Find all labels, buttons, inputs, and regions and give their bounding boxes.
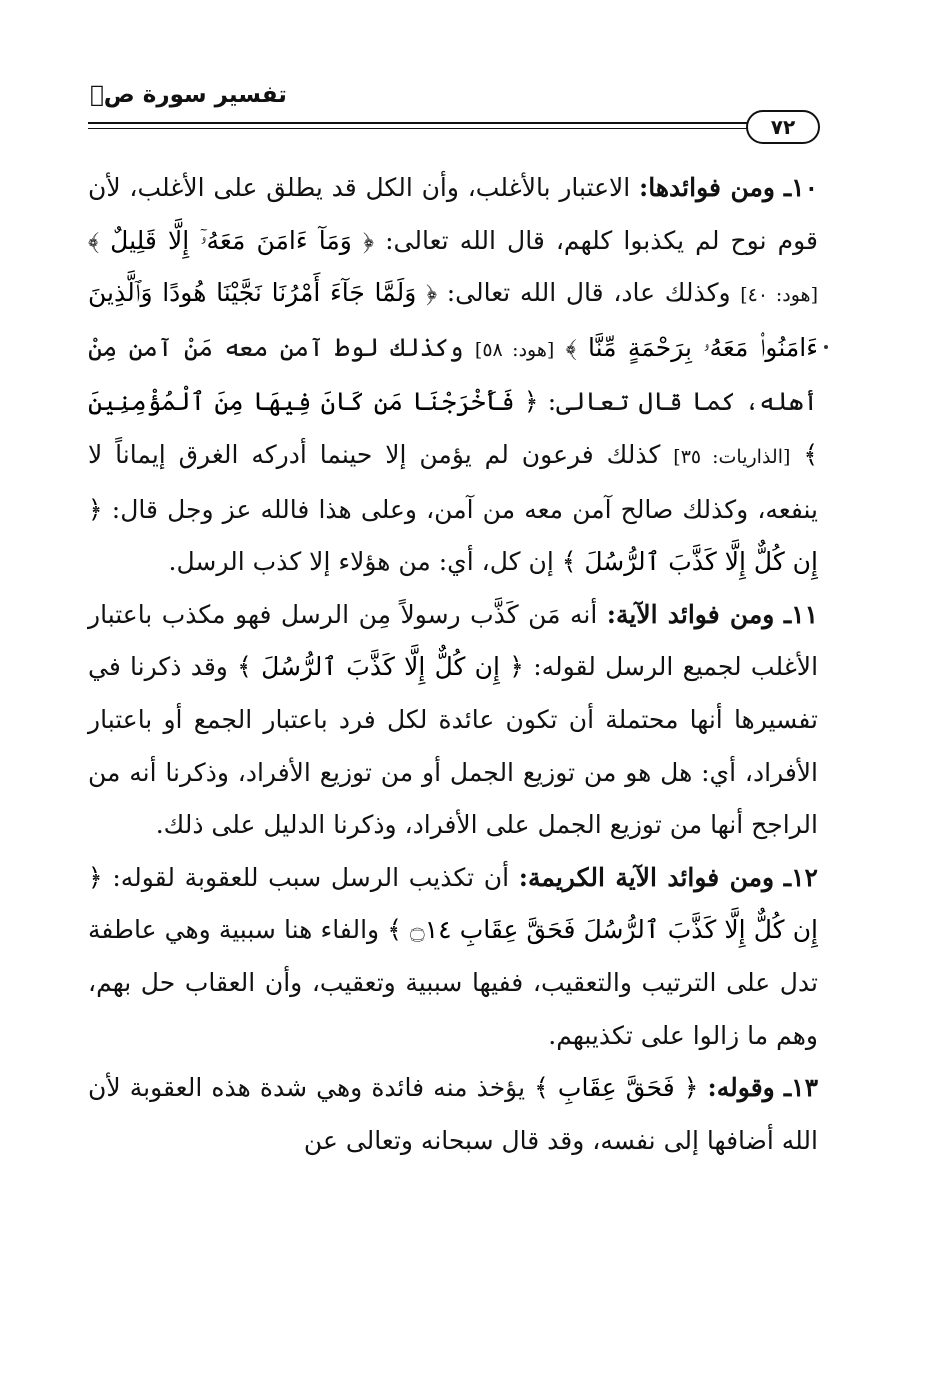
quran-quote: ﴿ إِن كُلٌّ إِلَّا كَذَّبَ ٱلرُّسُلَ فَحَقَّ عِقَابِ ۝١٤ ﴾ xyxy=(88,862,818,945)
benefit-paragraph-11 xyxy=(88,589,818,852)
quran-quote: ﴿ وَمَآ ءَامَنَ مَعَهُۥٓ إِلَّا قَلِيلٌ ﴾ xyxy=(88,225,374,255)
paragraph-text: أن تكذيب الرسل سبب للعقوبة لقوله: xyxy=(112,862,510,892)
verse-reference: [هود: ٥٨] xyxy=(474,338,555,361)
running-title: تفسير سورة صۤ xyxy=(90,82,287,108)
paragraph-lead: ومن فوائدها: xyxy=(639,173,776,202)
paragraph-text: أنه مَن كَذَّب رسولاً مِن الرسل فهو مكذب باعتبار الأغلب لجميع الرسل لقوله: xyxy=(88,599,819,682)
quran-quote: ﴿ فَحَقَّ عِقَابِ ﴾ xyxy=(534,1073,699,1103)
quran-quote: ﴿ وَلَمَّا جَآءَ أَمْرُنَا نَجَّيْنَا هُودًا وَٱلَّذِينَ ءَامَنُوا۟ مَعَهُۥ بِرَحْمَةٍ مِّنَّا ﴾ xyxy=(88,278,818,362)
paragraph-text: الاعتبار بالأغلب، وأن الكل قد يطلق على الأغلب، لأن قوم نوح لم يكذبوا كلهم، قال الله تعالى: xyxy=(88,173,818,255)
paragraph-number: ١٣ـ xyxy=(783,1073,819,1103)
benefit-paragraph-12 xyxy=(88,852,818,1062)
verse-reference: [هود: ٤٠] xyxy=(740,284,818,307)
paragraph-lead: ومن فوائد الآية: xyxy=(606,599,775,629)
verse-reference: [الذاريات: ٣٥] xyxy=(673,445,791,468)
page-body xyxy=(88,162,818,1167)
benefit-paragraph-13 xyxy=(88,1062,818,1167)
header-rule-thin xyxy=(88,128,748,129)
paragraph-number: ١١ـ xyxy=(783,599,819,629)
paragraph-text: يؤخذ منه فائدة وهي شدة هذه العقوبة لأن الله أضافها إلى نفسه، وقد قال سبحانه وتعالى عن xyxy=(88,1073,818,1155)
paragraph-lead: وقوله: xyxy=(707,1073,775,1103)
benefit-paragraph-10 xyxy=(88,162,818,589)
paragraph-number: ١٠ـ xyxy=(783,173,818,202)
paragraph-lead: ومن فوائد الآية الكريمة: xyxy=(518,862,775,892)
paragraph-text: وكذلك عاد، قال الله تعالى: xyxy=(446,278,731,308)
quran-quote: ﴿ فَأَخْرَجْنَا مَن كَانَ فِيهَا مِنَ ٱلْمُؤْمِنِينَ ﴾ xyxy=(88,387,818,469)
header-rule-thick xyxy=(88,122,748,124)
paragraph-text: والفاء هنا سببية وهي عاطفة تدل على الترتيب والتعقيب، ففيها سببية وتعقيب، وأن العقاب حل بهم، وهم ما زالوا على تكذيبهم. xyxy=(88,915,818,1050)
paragraph-text: وقد ذكرنا في تفسيرها أنها محتملة أن تكون عائدة لكل فرد باعتبار الجمع أو باعتبار الأفراد، أي: هل هو من توزيع الجمل أو من توزيع الأفراد، وذكرنا أنه من الراجح أنها من توزيع الجمل على الأفراد، وذكرنا الدليل على ذلك. xyxy=(88,652,818,840)
paragraph-number: ١٢ـ xyxy=(783,862,818,892)
paragraph-text: وكذلك لوط آمن معه مَنْ آمن مِنْ أهله، كما قال تعالى: xyxy=(88,332,818,417)
paragraph-text: إن كل، أي: من هؤلاء إلا كذب الرسل. xyxy=(168,547,554,577)
margin-dot xyxy=(824,345,828,349)
quran-quote: ﴿ إِن كُلٌّ إِلَّا كَذَّبَ ٱلرُّسُلَ ﴾ xyxy=(88,494,818,577)
quran-quote: ﴿ إِن كُلٌّ إِلَّا كَذَّبَ ٱلرُّسُلَ ﴾ xyxy=(237,652,524,682)
page-number-badge: ٧٢ xyxy=(746,110,820,144)
paragraph-text: كذلك فرعون لم يؤمن إلا حينما أدركه الغرق إيماناً لا ينفعه، وكذلك صالح آمن معه من آمن، وعلى هذا فالله عز وجل قال: xyxy=(88,439,818,524)
